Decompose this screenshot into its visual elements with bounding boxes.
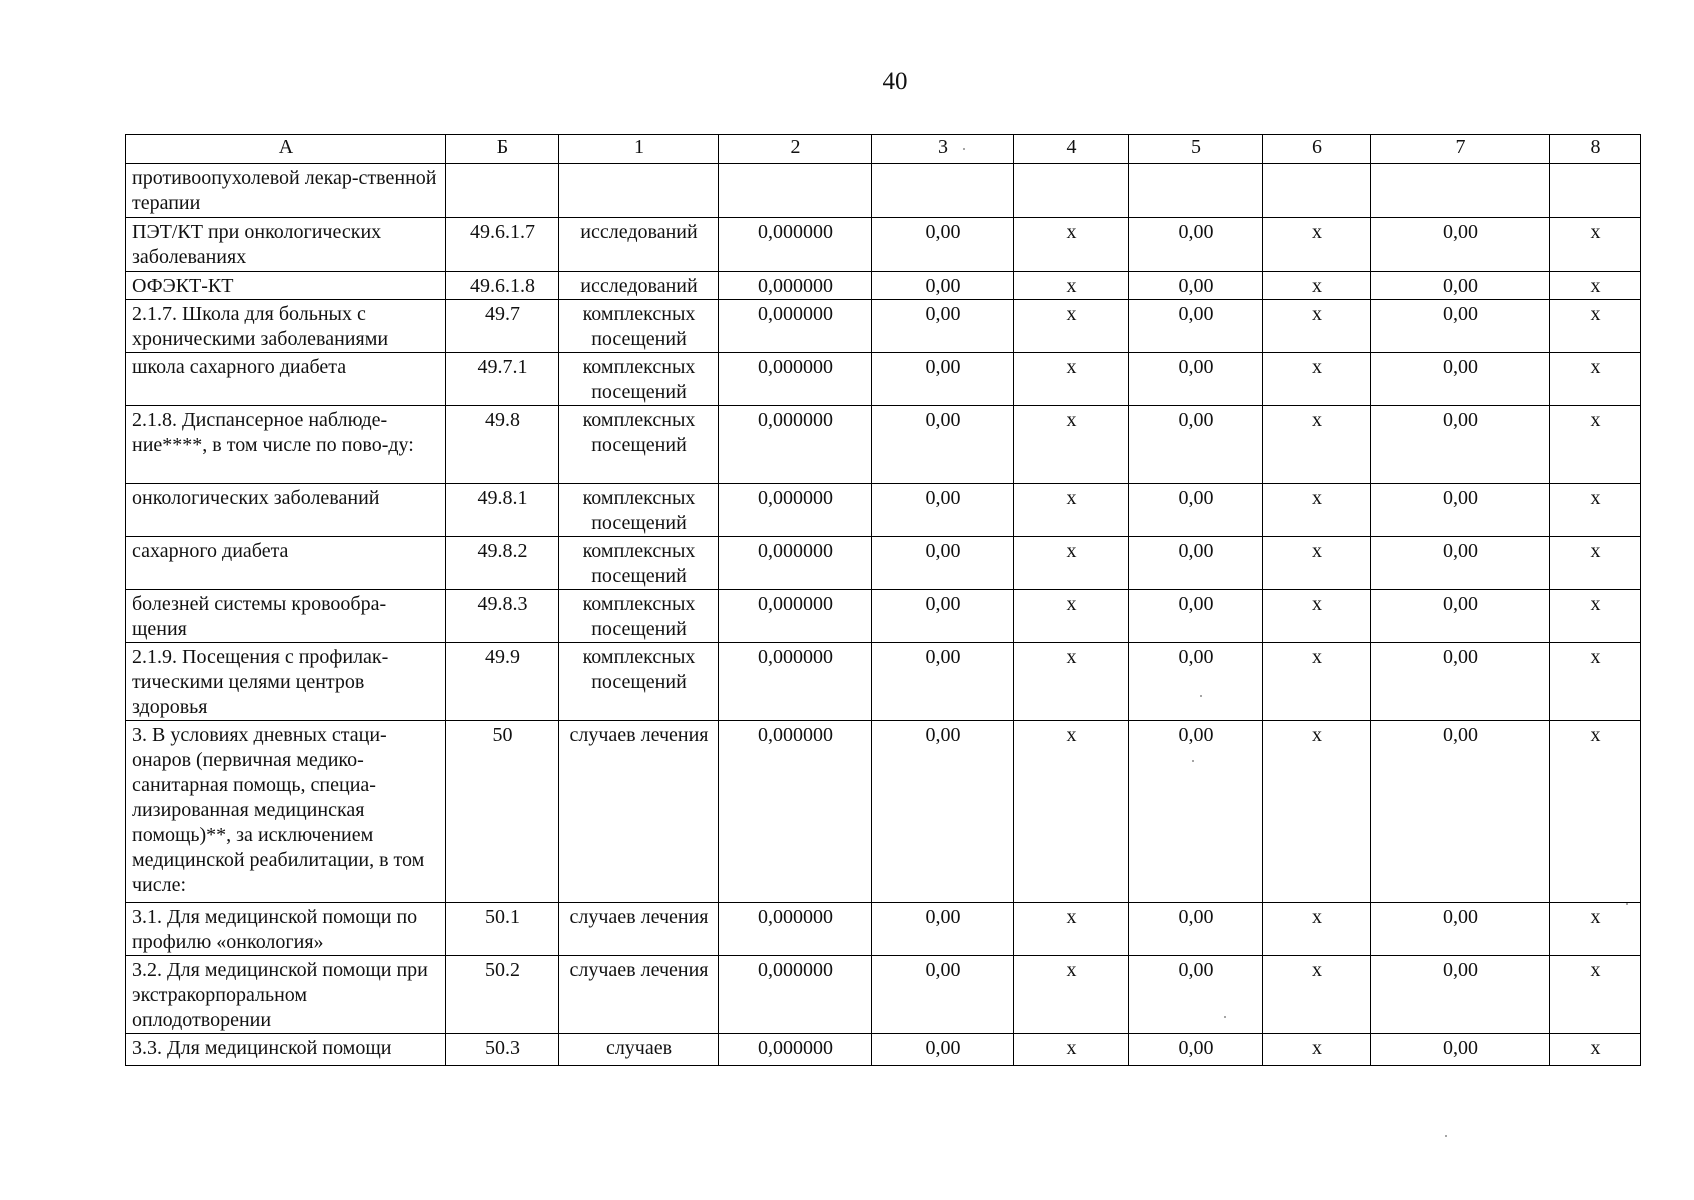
row-code: 49.6.1.8 bbox=[446, 272, 559, 300]
row-code: 49.6.1.7 bbox=[446, 218, 559, 272]
header-cell-5: 5 bbox=[1129, 135, 1263, 164]
col-3-value bbox=[872, 164, 1014, 218]
row-code: 49.8.3 bbox=[446, 590, 559, 643]
col-6-value: х bbox=[1263, 590, 1371, 643]
table-row bbox=[126, 903, 1641, 956]
col-4-value: х bbox=[1014, 353, 1129, 406]
col-3-value: 0,00 bbox=[872, 537, 1014, 590]
col-8-value: х bbox=[1550, 484, 1641, 537]
row-code: 49.7.1 bbox=[446, 353, 559, 406]
row-name: сахарного диабета bbox=[126, 537, 446, 590]
row-name: 2.1.7. Школа для больных с хроническими заболеваниями bbox=[126, 300, 446, 353]
col-4-value: х bbox=[1014, 218, 1129, 272]
row-unit: случаев лечения bbox=[559, 903, 719, 956]
table-row bbox=[126, 218, 1641, 272]
col-5-value: 0,00 bbox=[1129, 643, 1263, 721]
col-3-value: 0,00 bbox=[872, 956, 1014, 1034]
row-name: школа сахарного диабета bbox=[126, 353, 446, 406]
header-cell-8: 8 bbox=[1550, 135, 1641, 164]
col-6-value: х bbox=[1263, 300, 1371, 353]
col-4-value: х bbox=[1014, 300, 1129, 353]
row-name: ОФЭКТ-КТ bbox=[126, 272, 446, 300]
col-7-value: 0,00 bbox=[1371, 300, 1550, 353]
row-code bbox=[446, 164, 559, 218]
table-row bbox=[126, 406, 1641, 484]
col-3-value: 0,00 bbox=[872, 300, 1014, 353]
col-7-value: 0,00 bbox=[1371, 272, 1550, 300]
col-5-value: 0,00 bbox=[1129, 590, 1263, 643]
col-5-value: 0,00 bbox=[1129, 1034, 1263, 1066]
header-cell-1: 1 bbox=[559, 135, 719, 164]
row-unit: исследований bbox=[559, 272, 719, 300]
col-8-value: х bbox=[1550, 218, 1641, 272]
row-unit: комплексных посещений bbox=[559, 590, 719, 643]
col-3-value: 0,00 bbox=[872, 353, 1014, 406]
table-row bbox=[126, 1034, 1641, 1066]
table-row bbox=[126, 721, 1641, 903]
col-3-value: 0,00 bbox=[872, 1034, 1014, 1066]
table-row bbox=[126, 300, 1641, 353]
row-code: 49.8.2 bbox=[446, 537, 559, 590]
col-7-value: 0,00 bbox=[1371, 353, 1550, 406]
col-2-value: 0,000000 bbox=[719, 484, 872, 537]
col-4-value: х bbox=[1014, 537, 1129, 590]
col-4-value: х bbox=[1014, 406, 1129, 484]
col-8-value: х bbox=[1550, 643, 1641, 721]
col-8-value: х bbox=[1550, 272, 1641, 300]
col-3-value: 0,00 bbox=[872, 590, 1014, 643]
col-3-value: 0,00 bbox=[872, 406, 1014, 484]
header-cell-a: А bbox=[126, 135, 446, 164]
row-unit: комплексных посещений bbox=[559, 484, 719, 537]
col-2-value: 0,000000 bbox=[719, 643, 872, 721]
col-4-value: х bbox=[1014, 484, 1129, 537]
col-5-value: 0,00 bbox=[1129, 353, 1263, 406]
header-cell-3: 3 bbox=[872, 135, 1014, 164]
col-5-value: 0,00 bbox=[1129, 537, 1263, 590]
page-number: 40 bbox=[882, 68, 908, 95]
row-name: онкологических заболеваний bbox=[126, 484, 446, 537]
col-4-value: х bbox=[1014, 1034, 1129, 1066]
row-code: 49.7 bbox=[446, 300, 559, 353]
col-7-value: 0,00 bbox=[1371, 590, 1550, 643]
col-7-value: 0,00 bbox=[1371, 1034, 1550, 1066]
col-2-value: 0,000000 bbox=[719, 537, 872, 590]
row-unit: случаев лечения bbox=[559, 956, 719, 1034]
col-6-value: х bbox=[1263, 218, 1371, 272]
col-8-value bbox=[1550, 164, 1641, 218]
col-6-value: х bbox=[1263, 643, 1371, 721]
col-8-value: х bbox=[1550, 353, 1641, 406]
col-7-value: 0,00 bbox=[1371, 537, 1550, 590]
col-6-value: х bbox=[1263, 956, 1371, 1034]
row-name: 3.2. Для медицинской помощи при экстракорпоральном оплодотворении bbox=[126, 956, 446, 1034]
col-2-value bbox=[719, 164, 872, 218]
col-8-value: х bbox=[1550, 721, 1641, 903]
row-code: 49.9 bbox=[446, 643, 559, 721]
col-2-value: 0,000000 bbox=[719, 406, 872, 484]
col-5-value: 0,00 bbox=[1129, 903, 1263, 956]
table-row bbox=[126, 164, 1641, 218]
col-4-value: х bbox=[1014, 590, 1129, 643]
col-8-value: х bbox=[1550, 1034, 1641, 1066]
row-unit: случаев bbox=[559, 1034, 719, 1066]
row-name: 2.1.9. Посещения с профилак-тическими целями центров здоровья bbox=[126, 643, 446, 721]
row-code: 49.8.1 bbox=[446, 484, 559, 537]
col-8-value: х bbox=[1550, 590, 1641, 643]
col-6-value: х bbox=[1263, 406, 1371, 484]
header-cell-7: 7 bbox=[1371, 135, 1550, 164]
col-5-value: 0,00 bbox=[1129, 484, 1263, 537]
row-unit: исследований bbox=[559, 218, 719, 272]
col-2-value: 0,000000 bbox=[719, 590, 872, 643]
col-6-value: х bbox=[1263, 1034, 1371, 1066]
col-2-value: 0,000000 bbox=[719, 956, 872, 1034]
col-5-value: 0,00 bbox=[1129, 300, 1263, 353]
col-5-value: 0,00 bbox=[1129, 406, 1263, 484]
row-name: болезней системы кровообра-щения bbox=[126, 590, 446, 643]
col-6-value: х bbox=[1263, 353, 1371, 406]
header-cell-b: Б bbox=[446, 135, 559, 164]
col-6-value: х bbox=[1263, 537, 1371, 590]
table-row bbox=[126, 643, 1641, 721]
table-row bbox=[126, 590, 1641, 643]
header-cell-4: 4 bbox=[1014, 135, 1129, 164]
col-3-value: 0,00 bbox=[872, 484, 1014, 537]
data-table bbox=[125, 134, 1641, 1066]
col-6-value bbox=[1263, 164, 1371, 218]
row-code: 49.8 bbox=[446, 406, 559, 484]
table-row bbox=[126, 956, 1641, 1034]
header-cell-2: 2 bbox=[719, 135, 872, 164]
row-name: 3. В условиях дневных стаци-онаров (первичная медико-санитарная помощь, специа-лизированная медицинская помощь)**, за исключением медицинской реабилитации, в том числе: bbox=[126, 721, 446, 903]
col-8-value: х bbox=[1550, 903, 1641, 956]
row-unit: комплексных посещений bbox=[559, 643, 719, 721]
col-4-value bbox=[1014, 164, 1129, 218]
col-4-value: х bbox=[1014, 272, 1129, 300]
col-5-value: 0,00 bbox=[1129, 721, 1263, 903]
row-unit bbox=[559, 164, 719, 218]
col-5-value: 0,00 bbox=[1129, 218, 1263, 272]
table-row bbox=[126, 272, 1641, 300]
col-6-value: х bbox=[1263, 272, 1371, 300]
row-name: противоопухолевой лекар-ственной терапии bbox=[126, 164, 446, 218]
col-8-value: х bbox=[1550, 956, 1641, 1034]
row-unit: комплексных посещений bbox=[559, 353, 719, 406]
col-5-value: 0,00 bbox=[1129, 272, 1263, 300]
row-code: 50 bbox=[446, 721, 559, 903]
col-2-value: 0,000000 bbox=[719, 721, 872, 903]
col-2-value: 0,000000 bbox=[719, 903, 872, 956]
col-6-value: х bbox=[1263, 721, 1371, 903]
col-2-value: 0,000000 bbox=[719, 218, 872, 272]
col-7-value: 0,00 bbox=[1371, 643, 1550, 721]
col-7-value: 0,00 bbox=[1371, 721, 1550, 903]
table-row bbox=[126, 537, 1641, 590]
col-3-value: 0,00 bbox=[872, 218, 1014, 272]
col-7-value bbox=[1371, 164, 1550, 218]
header-cell-6: 6 bbox=[1263, 135, 1371, 164]
col-4-value: х bbox=[1014, 903, 1129, 956]
col-6-value: х bbox=[1263, 484, 1371, 537]
row-unit: комплексных посещений bbox=[559, 406, 719, 484]
row-code: 50.1 bbox=[446, 903, 559, 956]
col-8-value: х bbox=[1550, 406, 1641, 484]
table-row bbox=[126, 353, 1641, 406]
row-name: 3.3. Для медицинской помощи bbox=[126, 1034, 446, 1066]
row-name: 2.1.8. Диспансерное наблюде-ние****, в том числе по пово-ду: bbox=[126, 406, 446, 484]
col-2-value: 0,000000 bbox=[719, 353, 872, 406]
col-7-value: 0,00 bbox=[1371, 956, 1550, 1034]
col-8-value: х bbox=[1550, 537, 1641, 590]
row-unit: комплексных посещений bbox=[559, 537, 719, 590]
col-3-value: 0,00 bbox=[872, 721, 1014, 903]
table-row bbox=[126, 484, 1641, 537]
table-header-row bbox=[126, 135, 1641, 164]
col-8-value: х bbox=[1550, 300, 1641, 353]
col-7-value: 0,00 bbox=[1371, 903, 1550, 956]
col-2-value: 0,000000 bbox=[719, 1034, 872, 1066]
col-3-value: 0,00 bbox=[872, 643, 1014, 721]
row-unit: случаев лечения bbox=[559, 721, 719, 903]
row-code: 50.2 bbox=[446, 956, 559, 1034]
col-3-value: 0,00 bbox=[872, 272, 1014, 300]
col-4-value: х bbox=[1014, 643, 1129, 721]
col-7-value: 0,00 bbox=[1371, 484, 1550, 537]
col-5-value: 0,00 bbox=[1129, 956, 1263, 1034]
col-3-value: 0,00 bbox=[872, 903, 1014, 956]
row-name: 3.1. Для медицинской помощи по профилю «онкология» bbox=[126, 903, 446, 956]
col-6-value: х bbox=[1263, 903, 1371, 956]
row-code: 50.3 bbox=[446, 1034, 559, 1066]
col-2-value: 0,000000 bbox=[719, 272, 872, 300]
col-4-value: х bbox=[1014, 956, 1129, 1034]
row-unit: комплексных посещений bbox=[559, 300, 719, 353]
col-5-value bbox=[1129, 164, 1263, 218]
col-7-value: 0,00 bbox=[1371, 218, 1550, 272]
row-name: ПЭТ/КТ при онкологических заболеваниях bbox=[126, 218, 446, 272]
col-2-value: 0,000000 bbox=[719, 300, 872, 353]
col-4-value: х bbox=[1014, 721, 1129, 903]
col-7-value: 0,00 bbox=[1371, 406, 1550, 484]
